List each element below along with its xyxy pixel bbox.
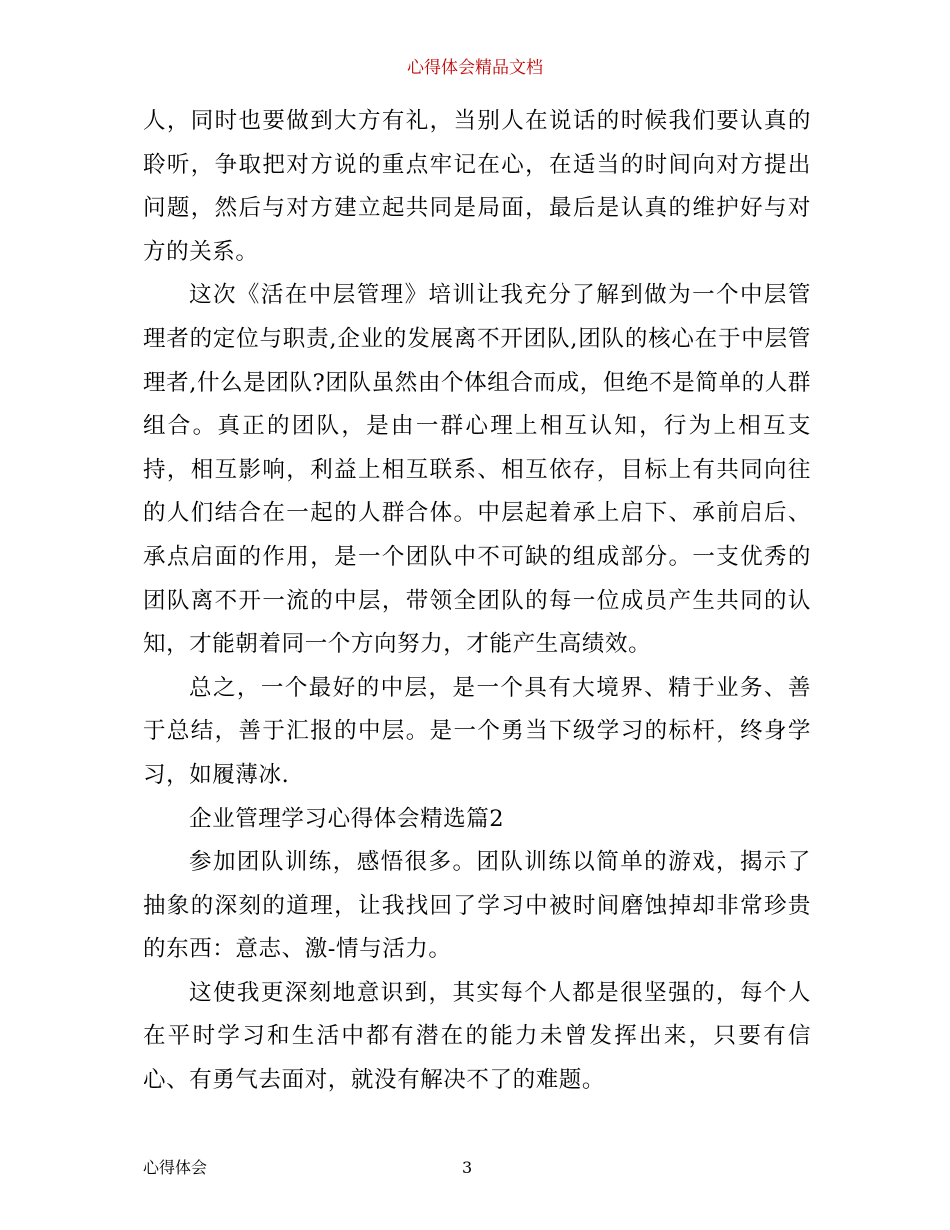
document-body — [143, 100, 811, 1103]
paragraph-realization: 这使我更深刻地意识到，其实每个人都是很坚强的，每个人在平时学习和生活中都有潜在的能力未曾发挥出来，只要有信心、有勇气去面对，就没有解决不了的难题。 — [143, 979, 811, 1094]
section-heading: 企业管理学习心得体会精选篇2 — [189, 805, 505, 832]
footer-label: 心得体会 — [143, 1158, 208, 1177]
paragraph-team-training: 参加团队训练，感悟很多。团队训练以简单的游戏，揭示了抽象的深刻的道理，让我找回了学习中被时间磨蚀掉却非常珍贵的东西：意志、激-情与活力。 — [143, 849, 811, 963]
paragraph-training: 这次《活在中层管理》培训让我充分了解到做为一个中层管理者的定位与职责,企业的发展离不开团队,团队的核心在于中层管理者,什么是团队?团队虽然由个体组合而成，但绝不是简单的人群组合。真正的团队，是由一群心理上相互认知，行为上相互支持，相互影响，利益上相互联系、相互依存，目标上有共同向往的人们结合在一起的人群合体。中层起着承上启下、承前启后、承点启面的作用，是一个团队中不可缺的组成部分。一支优秀的团队离不开一流的中层，带领全团队的每一位成员产生共同的认知，才能朝着同一个方向努力，才能产生高绩效。 — [143, 282, 811, 658]
page-number: 3 — [462, 1158, 473, 1177]
paragraph-continuation: 人，同时也要做到大方有礼，当别人在说话的时候我们要认真的聆听，争取把对方说的重点牢记在心，在适当的时间向对方提出问题，然后与对方建立起共同是局面，最后是认真的维护好与对方的关系。 — [143, 108, 811, 265]
paragraph-conclusion: 总之，一个最好的中层，是一个具有大境界、精于业务、善于总结，善于汇报的中层。是一个勇当下级学习的标杆，终身学习，如履薄冰. — [143, 674, 811, 788]
document-header: 心得体会精品文档 — [407, 58, 543, 78]
